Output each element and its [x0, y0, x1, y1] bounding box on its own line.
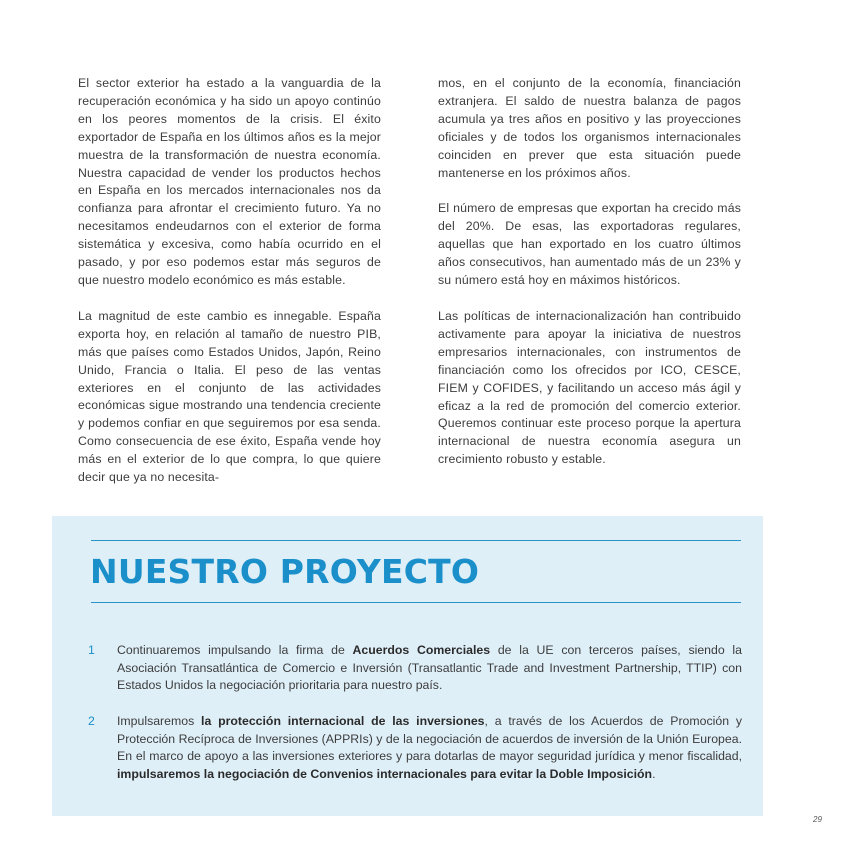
- bold-text: la protección internacional de las inversiones: [201, 714, 485, 728]
- text-run: , a través de los Acuerdos de Promoción y Protección Recíproca de Inversiones (APPRIs) y de la negociación de acuerdos de inversión de la Unión Europea. En el marco de apoyo a las inversiones exteriores y para dotarlas de mayor seguridad jurídica y menor fiscalidad,: [117, 714, 742, 764]
- text-run: .: [652, 766, 656, 781]
- item-text: [117, 713, 742, 783]
- item-number: 1: [88, 643, 95, 657]
- paragraph: Las políticas de internacionalización han contribuido activamente para apoyar la iniciativa de nuestros empresarios internacionales, con instrumentos de financiación como los ofrecidos por ICO, CESCE, FIEM y COFIDES, y facilitando un acceso más ágil y eficaz a la red de promoción del comercio exterior. Queremos continuar este proceso porque la apertura internacional de nuestra economía asegura un crecimiento robusto y estable.: [438, 308, 741, 467]
- text-run: de la UE con terceros países, siendo la Asociación Transatlántica de Comercio e Inversión (Transatlantic Trade and Investment Partnership, TTIP) con Estados Unidos la negociación prioritaria para nuestro país.: [117, 643, 742, 693]
- section-title: NUESTRO PROYECTO: [90, 552, 480, 591]
- item-text: [117, 642, 742, 695]
- list-item: [88, 642, 742, 695]
- list-item: [88, 713, 742, 783]
- bold-text: impulsaremos la negociación de Convenios internacionales para evitar la Doble Imposición: [117, 766, 653, 781]
- text-run: Continuaremos impulsando la firma de: [117, 643, 353, 657]
- page-number: 29: [813, 815, 822, 824]
- paragraph: La magnitud de este cambio es innegable. España exporta hoy, en relación al tamaño de nuestro PIB, más que países como Estados Unidos, Japón, Reino Unido, Francia o Italia. El peso de las ventas exteriores en el conjunto de las actividades económicas sigue mostrando una tendencia creciente y podemos confiar en que seguiremos por esa senda. Como consecuencia de ese éxito, España vende hoy más en el exterior de lo que compra, lo que quiere decir que ya no necesita-: [78, 308, 381, 485]
- right-text-column: [438, 75, 741, 487]
- section-divider: [91, 540, 741, 541]
- text-run: Impulsaremos: [117, 714, 202, 728]
- section-divider: [91, 602, 741, 603]
- project-section: [52, 516, 763, 816]
- bold-text: Acuerdos Comerciales: [352, 643, 491, 657]
- paragraph: El número de empresas que exportan ha crecido más del 20%. De esas, las exportadoras regulares, aquellas que han exportado en los cuatro últimos años consecutivos, han aumentado más de un 23% y su número está hoy en máximos históricos.: [438, 201, 741, 288]
- paragraph: mos, en el conjunto de la economía, financiación extranjera. El saldo de nuestra balanza de pagos acumula ya tres años en positivo y las proyecciones oficiales y de todos los organismos internacionales coinciden en prever que esta situación puede mantenerse en los próximos años.: [438, 76, 741, 180]
- left-text-column: [78, 75, 381, 505]
- paragraph: El sector exterior ha estado a la vanguardia de la recuperación económica y ha sido un apoyo continúo en los peores momentos de la crisis. El éxito exportador de España en los últimos años es la mejor muestra de la transformación de nuestra economía. Nuestra capacidad de vender los productos hechos en España en los mercados internacionales nos da confianza para afrontar el crecimiento futuro. Ya no necesitamos endeudarnos con el exterior de forma sistemática y excesiva, como había ocurrido en el pasado, y por eso podemos estar más seguros de que nuestro modelo económico es más estable.: [78, 76, 381, 287]
- item-number: 2: [88, 714, 95, 728]
